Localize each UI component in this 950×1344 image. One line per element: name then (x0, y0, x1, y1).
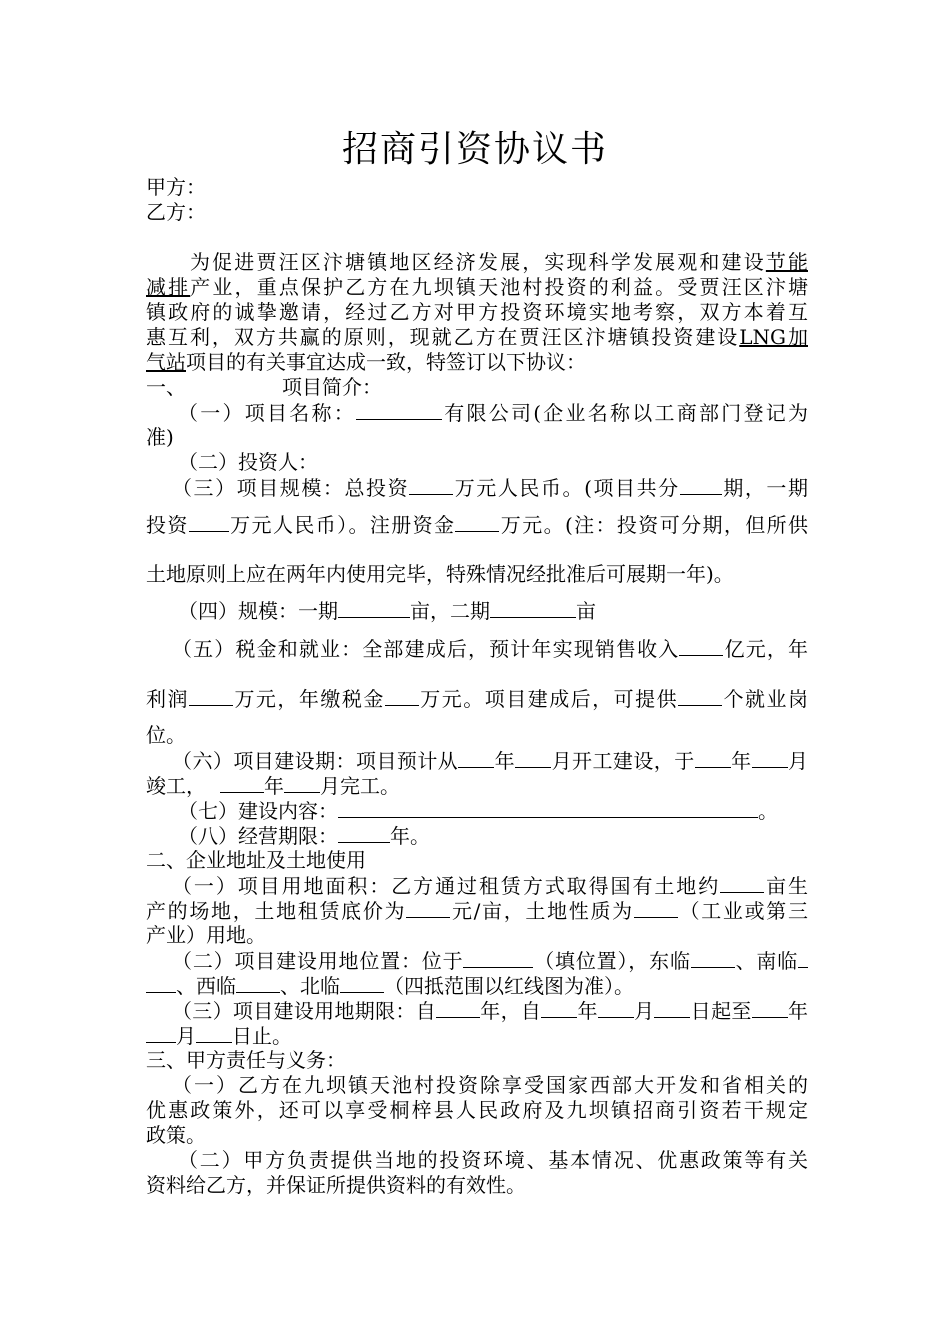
area-line: （四）规模：一期 亩，二期 亩 (178, 599, 596, 623)
blank-field[interactable] (146, 1023, 176, 1043)
blank-field[interactable] (695, 748, 731, 768)
blank-field[interactable] (678, 686, 722, 706)
duty-2-line-1: （二）甲方负责提供当地的投资环境、基本情况、优惠政策等有关 (178, 1148, 808, 1172)
project-name-cont: 准) (146, 425, 174, 449)
preamble-line-1: 为促进贾汪区汴塘镇地区经济发展，实现科学发展观和建设节能 (190, 250, 808, 274)
blank-field[interactable] (598, 998, 634, 1018)
scale-line-1: （三）项目规模：总投资 万元人民币。(项目共分 期，一期 (172, 476, 808, 500)
duty-1-line-2: 优惠政策外，还可以享受桐梓县人民政府及九坝镇招商引资若干规定 (146, 1098, 808, 1122)
blank-field[interactable] (196, 1023, 232, 1043)
blank-field[interactable] (541, 998, 577, 1018)
tax-line-1: （五）税金和就业：全部建成后，预计年实现销售收入 亿元，年 (172, 637, 808, 661)
preamble-line-3: 镇政府的诚挚邀请，经过乙方对甲方投资环境实地考察，双方本着互 (146, 300, 808, 324)
party-a-line: 甲方： (146, 175, 206, 199)
blank-field[interactable] (340, 973, 384, 993)
blank-field[interactable] (338, 598, 410, 618)
preamble-line-2: 减排产业，重点保护乙方在九坝镇天池村投资的利益。受贾汪区汴塘 (146, 275, 808, 299)
duty-1-line-1: （一）乙方在九坝镇天池村投资除享受国家西部大开发和省相关的 (172, 1073, 808, 1097)
blank-field[interactable] (463, 948, 533, 968)
term-line: （八）经营期限： 年。 (178, 824, 430, 848)
blank-field[interactable] (406, 898, 450, 918)
blank-field[interactable] (490, 598, 576, 618)
blank-field[interactable] (680, 475, 722, 495)
location-line-1: （二）项目建设用地位置：位于 （填位置），东临 、南临 (146, 948, 808, 974)
blank-field[interactable] (284, 773, 320, 793)
blank-field[interactable] (720, 873, 764, 893)
blank-field[interactable] (515, 748, 551, 768)
land-line-1: （一）项目用地面积：乙方通过租赁方式取得国有土地约 亩生 (172, 874, 808, 898)
blank-field[interactable] (691, 948, 735, 968)
duration-line-1: （三）项目建设用地期限：自 年，自 年 月 日起至 年 (172, 999, 808, 1023)
blank-field[interactable] (458, 748, 494, 768)
tax-line-3: 位。 (146, 723, 186, 747)
party-b-line: 乙方： (146, 200, 206, 224)
scale-line-2: 投资 万元人民币）。注册资金 万元。(注：投资可分期，但所供 (146, 513, 808, 537)
project-name-line: （一）项目名称： 有限公司(企业名称以工商部门登记为 (178, 401, 808, 425)
blank-field[interactable] (679, 636, 723, 656)
duty-2-line-2: 资料给乙方，并保证所提供资料的有效性。 (146, 1173, 526, 1197)
blank-field[interactable] (220, 773, 264, 793)
blank-field[interactable] (338, 798, 758, 818)
blank-field[interactable] (436, 998, 480, 1018)
blank-field[interactable] (356, 400, 442, 420)
duty-1-line-3: 政策。 (146, 1123, 206, 1147)
section-1-heading: 一、 项目简介： (146, 375, 382, 399)
duration-line-2: 月 日止。 (146, 1023, 808, 1049)
tax-line-2: 利润 万元，年缴税金 万元。项目建成后，可提供 个就业岗 (146, 687, 808, 711)
investor-line: （二）投资人： (178, 450, 318, 474)
document-title: 招商引资协议书 (341, 129, 608, 170)
land-line-2: 产的场地，土地租赁底价为 元/亩，土地性质为 （工业或第三 (146, 899, 808, 923)
blank-field[interactable] (798, 948, 808, 968)
content-line: （七）建设内容： 。 (178, 799, 778, 823)
blank-field[interactable] (338, 823, 390, 843)
location-line-2: 、西临 、北临 （四抵范围以红线图为准）。 (146, 973, 808, 999)
preamble-line-5: 气站项目的有关事宜达成一致，特签订以下协议： (146, 350, 586, 374)
blank-field[interactable] (752, 998, 788, 1018)
land-line-3: 产业）用地。 (146, 923, 266, 947)
period-line-2: 竣工， 年 月完工。 (146, 774, 400, 798)
blank-field[interactable] (455, 512, 499, 532)
section-2-heading: 二、企业地址及土地使用 (146, 848, 366, 872)
period-line-1: （六）项目建设期：项目预计从 年 月开工建设，于 年 月 (172, 749, 808, 773)
blank-field[interactable] (409, 475, 453, 495)
section-3-heading: 三、甲方责任与义务： (146, 1048, 346, 1072)
blank-field[interactable] (385, 686, 419, 706)
blank-field[interactable] (189, 512, 229, 532)
blank-field[interactable] (189, 686, 233, 706)
blank-field[interactable] (634, 898, 678, 918)
preamble-line-4: 惠互利，双方共赢的原则，现就乙方在贾汪区汴塘镇投资建设LNG加 (146, 325, 808, 349)
blank-field[interactable] (752, 748, 788, 768)
blank-field[interactable] (236, 973, 280, 993)
blank-field[interactable] (654, 998, 690, 1018)
blank-field[interactable] (146, 973, 176, 993)
scale-line-3: 土地原则上应在两年内使用完毕，特殊情况经批准后可展期一年)。 (146, 562, 734, 586)
